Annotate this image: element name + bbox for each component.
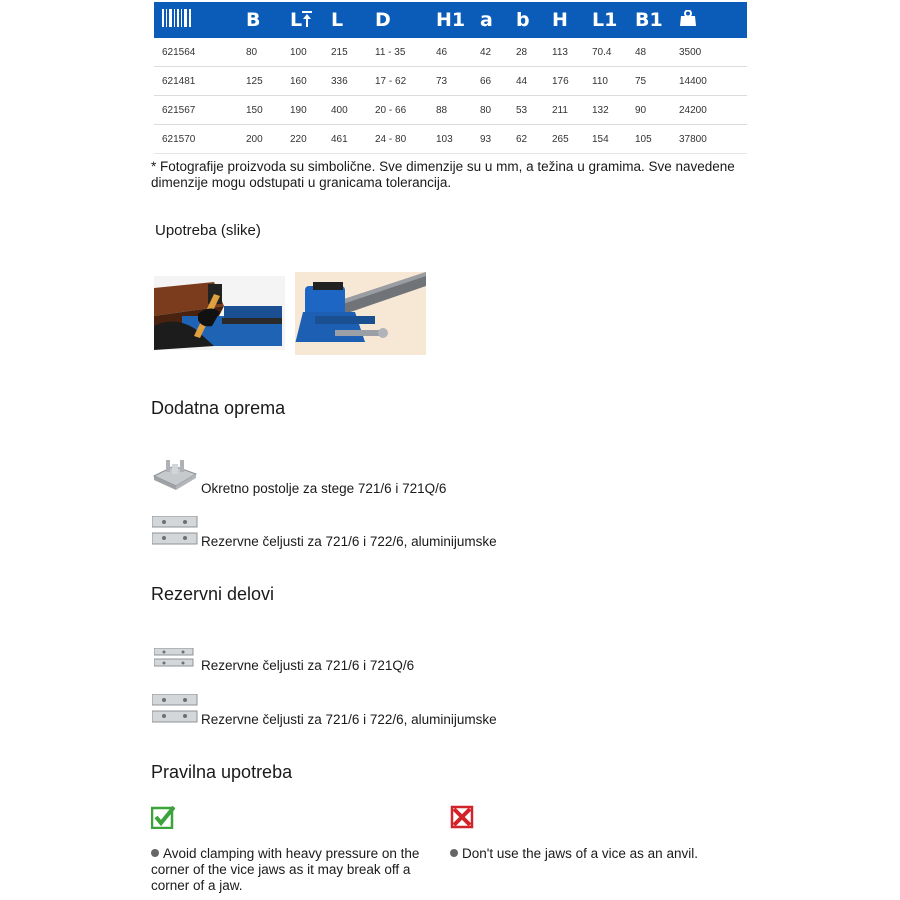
dont-text: Don't use the jaws of a vice as an anvil. [462,846,698,861]
header-code [154,2,238,38]
table-cell: 200 [238,125,282,154]
spare-parts-title: Rezervni delovi [151,584,275,604]
accessory-item-label: Rezervne čeljusti za 721/6 i 722/6, aluminijumske [201,534,497,549]
table-cell: 3500 [671,38,747,67]
table-cell: 621564 [154,38,238,67]
dont-item [450,846,750,862]
table-row [154,96,747,125]
table-cell: 80 [238,38,282,67]
bullet-icon [151,849,159,857]
accessories-title: Dodatna oprema [151,398,286,418]
table-cell: 621570 [154,125,238,154]
header-H: H [544,2,584,38]
jaws-icon [152,694,198,724]
table-cell: 66 [472,67,508,96]
table-cell: 75 [627,67,671,96]
table-cell: 88 [428,96,472,125]
spare-part-item-label: Rezervne čeljusti za 721/6 i 721Q/6 [201,658,415,673]
barcode-icon [162,9,192,27]
table-cell: 46 [428,38,472,67]
table-cell: 113 [544,38,584,67]
header-weight [671,2,747,38]
usage-photo-pipe [295,272,426,355]
table-cell: 461 [323,125,367,154]
table-cell: 62 [508,125,544,154]
header-D: D [367,2,428,38]
table-cell: 17 - 62 [367,67,428,96]
table-cell: 150 [238,96,282,125]
table-row [154,125,747,154]
table-cell: 93 [472,125,508,154]
header-LT: L [282,2,323,38]
table-cell: 132 [584,96,627,125]
header-a: a [472,2,508,38]
table-cell: 176 [544,67,584,96]
table-cell: 160 [282,67,323,96]
table-cell: 211 [544,96,584,125]
weight-icon [679,10,697,26]
jaws-icon [154,648,194,668]
table-cell: 100 [282,38,323,67]
table-cell: 70.4 [584,38,627,67]
table-cell: 28 [508,38,544,67]
cross-icon [450,805,474,829]
check-icon [151,805,175,829]
proper-use-title: Pravilna upotreba [151,762,293,782]
do-item [151,846,426,894]
accessory-item-label: Okretno postolje za stege 721/6 i 721Q/6 [201,481,447,496]
table-cell: 621481 [154,67,238,96]
swivel-base-icon [152,456,198,492]
table-cell: 621567 [154,96,238,125]
usage-images-title: Upotreba (slike) [155,222,261,239]
table-cell: 20 - 66 [367,96,428,125]
bullet-icon [450,849,458,857]
table-cell: 105 [627,125,671,154]
table-cell: 80 [472,96,508,125]
table-cell: 53 [508,96,544,125]
usage-photo-hammer [154,276,285,350]
table-header-row [154,2,747,38]
do-text: Avoid clamping with heavy pressure on the corner of the vice jaws as it may break off a corner of a jaw. [151,846,420,893]
table-cell: 90 [627,96,671,125]
header-B1: B1 [627,2,671,38]
dimensions-note: * Fotografije proizvoda su simbolične. Sve dimenzije su u mm, a težina u gramima. Sve navedene dimenzije mogu odstupati u granicama tolerancija. [151,159,735,190]
spare-part-item-label: Rezervne čeljusti za 721/6 i 722/6, aluminijumske [201,712,497,727]
table-cell: 24 - 80 [367,125,428,154]
table-cell: 265 [544,125,584,154]
header-H1: H1 [428,2,472,38]
table-cell: 190 [282,96,323,125]
table-cell: 215 [323,38,367,67]
table-cell: 400 [323,96,367,125]
table-cell: 24200 [671,96,747,125]
table-cell: 103 [428,125,472,154]
table-cell: 11 - 35 [367,38,428,67]
table-cell: 110 [584,67,627,96]
header-b: b [508,2,544,38]
spec-table [154,2,747,154]
table-cell: 14400 [671,67,747,96]
table-cell: 125 [238,67,282,96]
table-row [154,67,747,96]
arrow-up-icon [302,11,312,27]
table-row [154,38,747,67]
header-B: B [238,2,282,38]
table-cell: 42 [472,38,508,67]
table-cell: 37800 [671,125,747,154]
table-cell: 220 [282,125,323,154]
jaws-icon [152,516,198,546]
table-cell: 44 [508,67,544,96]
table-cell: 336 [323,67,367,96]
table-cell: 73 [428,67,472,96]
header-L1: L1 [584,2,627,38]
header-L: L [323,2,367,38]
table-cell: 48 [627,38,671,67]
table-cell: 154 [584,125,627,154]
